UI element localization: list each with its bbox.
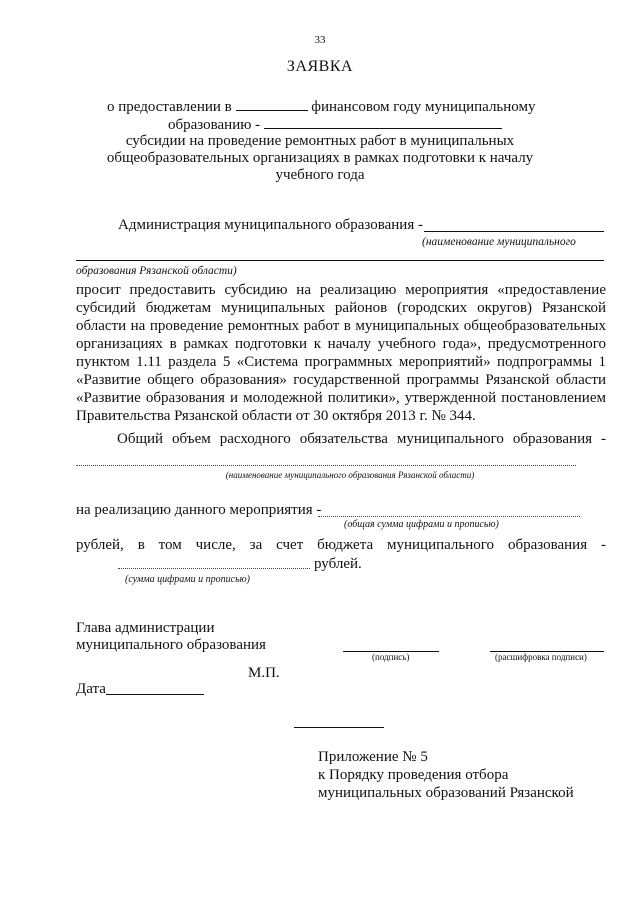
document-title: ЗАЯВКА — [286, 58, 354, 75]
header-line-3: субсидии на проведение ремонтных работ в муниципальных — [125, 133, 515, 149]
rubles-caption: (сумма цифрами и прописью) — [125, 574, 251, 585]
date-field[interactable] — [106, 694, 204, 695]
total-caption: (наименование муниципального образования Рязанской области) — [225, 470, 475, 480]
implementation-line: на реализацию данного мероприятия - — [76, 502, 322, 518]
body-line-1: просит предоставить субсидию на реализацию мероприятия «предоставление — [76, 282, 606, 298]
header-line-5: учебного года — [275, 167, 365, 183]
separator-rule — [294, 727, 384, 728]
decoding-caption: (расшифровка подписи) — [495, 652, 587, 662]
signature-caption: (подпись) — [372, 652, 410, 662]
rubles-line: рублей, в том числе, за счет бюджета муниципального образования - — [76, 537, 606, 553]
header-line-2-label: образованию - — [168, 117, 261, 133]
rubles-end: рублей. — [314, 556, 362, 572]
appendix-line-2: к Порядку проведения отбора — [318, 767, 509, 783]
admin-name-field-cont[interactable] — [76, 260, 604, 261]
total-line: Общий объем расходного обязательства муниципального образования - — [117, 431, 606, 447]
municipality-blank[interactable] — [264, 115, 502, 129]
header-line-2 — [168, 115, 502, 134]
total-municipality-field[interactable] — [76, 465, 576, 466]
stamp-label: М.П. — [248, 665, 280, 681]
header-line-1-a: о предоставлении в — [107, 99, 232, 115]
admin-line: Администрация муниципального образования - — [118, 217, 423, 233]
head-line-2: муниципального образования — [76, 637, 266, 653]
header-line-1 — [107, 97, 536, 116]
budget-sum-field[interactable] — [118, 568, 310, 569]
body-line-3: области на проведение ремонтных работ в муниципальных общеобразовательных — [76, 318, 606, 334]
body-line-2: субсидий бюджетам муниципальных районов (городских округов) Рязанской — [76, 300, 606, 316]
appendix-line-3: муниципальных образований Рязанской — [318, 785, 574, 801]
admin-caption: (наименование муниципального — [422, 236, 576, 248]
header-line-4: общеобразовательных организациях в рамках подготовки к началу — [106, 150, 534, 166]
head-line-1: Глава администрации — [76, 620, 215, 636]
appendix-line-1: Приложение № 5 — [318, 749, 428, 765]
sum-caption: (общая сумма цифрами и прописью) — [344, 519, 499, 530]
body-line-8: Правительства Рязанской области от 30 октября 2013 г. № 344. — [76, 408, 476, 424]
body-line-5: пунктом 1.11 раздела 5 «Система программных мероприятий» подпрограммы 1 — [76, 354, 606, 370]
header-line-1-b: финансовом году муниципальному — [311, 99, 536, 115]
year-blank[interactable] — [236, 97, 308, 111]
body-line-4: организациях в рамках подготовки к началу учебного года», предусмотренного — [76, 336, 606, 352]
body-line-6: «Развитие общего образования» государственной программы Рязанской области — [76, 372, 606, 388]
page-number: 33 — [314, 34, 326, 46]
body-line-7: «Развитие образования и молодежной политики», утвержденной постановлением — [76, 390, 606, 406]
date-label: Дата — [76, 681, 106, 697]
admin-name-field[interactable] — [424, 231, 604, 232]
total-sum-field[interactable] — [318, 516, 580, 517]
admin-caption-cont: образования Рязанской области) — [76, 265, 237, 277]
